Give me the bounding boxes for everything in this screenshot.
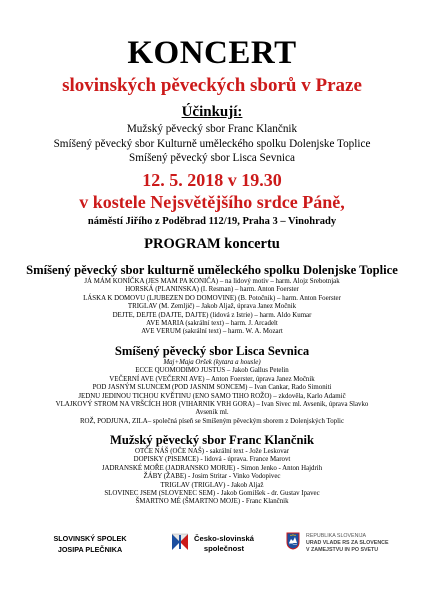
song-item: JÁ MÁM KONÍČKA (JES MAM PA KONIČA) – na lidový motiv – harm. Alojz Srebotnjak: [84, 278, 340, 285]
choir-section: [0, 263, 424, 337]
choir-note: Maj+Maja Oršek (kytara a housle): [163, 359, 261, 366]
song-list: [0, 448, 424, 507]
poster-title: KONCERT: [127, 35, 297, 71]
performer-item: Mužský pěvecký sbor Franc Klančnik: [126, 123, 298, 135]
song-item: Avsenik ml.: [195, 409, 229, 417]
song-item: ŽÁBY (ŽABE) - Josim Stritar - Vinko Vodopivec: [143, 473, 281, 481]
sponsor-footer: [0, 528, 424, 568]
song-item: DOPISKY (PISEMCE) - lidová - úprava. France Marovt: [133, 456, 291, 464]
song-item: DEJTE, DEJTE (DAJTE, DAJTE) (lidová z Istrie) – harm. Aldo Kumar: [112, 311, 312, 319]
event-datetime: 12. 5. 2018 v 19.30: [142, 170, 282, 190]
cs-society-name: [194, 534, 254, 554]
program-heading: PROGRAM koncertu: [144, 236, 280, 252]
slovenia-coat-of-arms-icon: [286, 532, 300, 550]
choir-section: [0, 433, 424, 507]
song-item: ŠMARTNO MÉ (ŠMARTNO MOJE) - Franc Klančnik: [135, 498, 289, 506]
song-item: POD JASNÝM SLUNCEM (POD JASNIM SONCEM) – Ivan Cankar, Rado Simoniti: [92, 384, 332, 392]
performers-list: [0, 122, 424, 166]
song-item: VLAJKOVÝ STROM NA VRŠCÍCH HOR (VIHARNIK VRH GORA) – Ivan Sivec ml. Avsenik, úprava Slavko: [55, 401, 369, 409]
song-item: TRIGLAV (TRIGLAV) - Jakob Aljaž: [160, 481, 264, 489]
choir-name: Smíšený pěvecký sbor Lisca Sevnica: [114, 344, 310, 358]
choir-section: [0, 344, 424, 426]
poster-subtitle: slovinských pěveckých sborů v Praze: [62, 75, 362, 96]
song-list: [0, 278, 424, 337]
song-item: ECCE QUOMODIMO JUSTUS – Jakob Gallus Petelin: [135, 367, 289, 375]
cs-society-name-line: Česko-slovinská: [194, 534, 254, 543]
song-item: SLOVINEC JSEM (SLOVENEC SEM) - Jakob Gomilšek - dr. Gustav Ipavec: [104, 490, 320, 498]
event-address: náměstí Jiřího z Poděbrad 112/19, Praha 3 – Vinohrady: [87, 216, 337, 227]
event-venue: v kostele Nejsvětějšího srdce Páně,: [79, 192, 345, 212]
cs-society-logo: [170, 530, 280, 560]
republic-office-logo: [286, 530, 406, 564]
song-item: TRIGLAV (M. Zemljič) – Jakob Aljaž, úprava Janez Močnik: [127, 303, 297, 311]
performer-item: Smíšený pěvecký sbor Kulturně uměleckého spolku Dolenjske Toplice: [53, 137, 371, 150]
song-item: JEDNU JEDINOU TICHOU KVĚTINU (ENO SAMO TIHO ROŽO) – zkdověla, Karlo Adamič: [78, 392, 346, 400]
song-item: HORSKÁ (PLANINSKA) (I. Resman) – harm. Anton Foerster: [125, 286, 299, 294]
republic-office-line: REPUBLIKA SLOVENIJA: [306, 533, 367, 539]
cs-society-emblem-icon: [170, 532, 190, 552]
republic-office-line: V ZAMEJSTVU IN PO SVETU: [306, 547, 379, 553]
cs-society-name-line: společnost: [203, 544, 245, 553]
republic-office-line: URAD VLADE RS ZA SLOVENCE: [306, 540, 389, 546]
song-list: [0, 367, 424, 426]
song-item: ROŽ, PODJUNA, ZILA– společná píseň se Smíšeným pěveckým sborem z Dolenjských Toplic: [79, 417, 345, 425]
spolek-name-line: JOSIPA PLEČNIKA: [57, 544, 123, 554]
republic-office-name: [306, 533, 389, 554]
spolek-name-line: SLOVINSKÝ SPOLEK: [53, 534, 127, 543]
song-item: JADRANSKÉ MOŘE (JADRANSKO MORJE) - Simon Jenko - Anton Hajdrih: [101, 464, 323, 472]
song-item: VEČERNÍ AVE (VEČERNI AVE) – Anton Foerster, úprava Janez Močnik: [109, 375, 315, 383]
choir-name: Mužský pěvecký sbor Franc Klančnik: [109, 433, 315, 447]
song-item: AVE VERUM (sakrální text) – harm. W. A. Mozart: [141, 328, 283, 336]
song-item: LÁSKA K DOMOVU (LJUBEZEN DO DOMOVINE) (B. Potočnik) – harm. Anton Foerster: [83, 294, 341, 302]
song-item: AVE MARIA (sakrální text) – harm. J. Arcadelt: [146, 320, 278, 328]
performers-heading: Účinkují:: [181, 104, 243, 120]
choir-name: Smíšený pěvecký sbor kulturně uměleckého spolku Dolenjske Toplice: [26, 263, 398, 277]
spolek-logo: [42, 534, 138, 555]
performer-item: Smíšený pěvecký sbor Lisca Sevnica: [129, 152, 295, 164]
song-item: OTČE NÁŠ (OČE NAŠ) - sakrální text - Jože Leskovar: [134, 448, 290, 455]
